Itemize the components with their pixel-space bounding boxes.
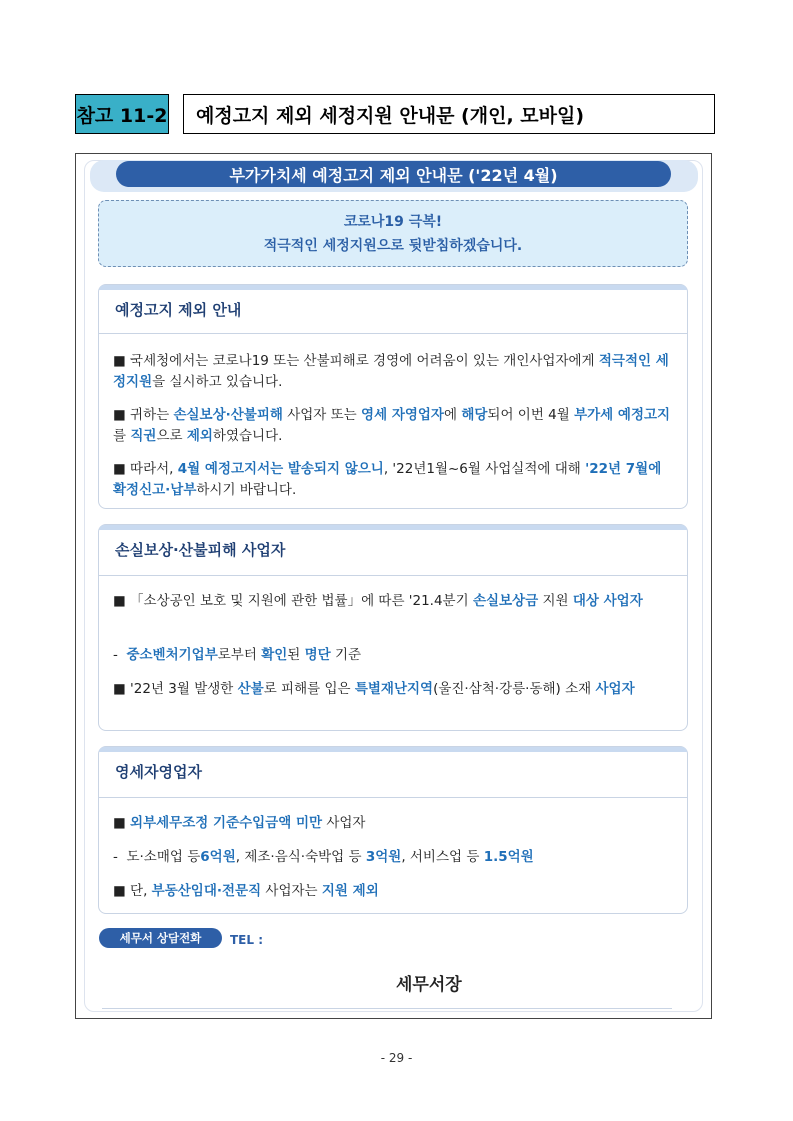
signature: 세무서장 (396, 975, 462, 995)
square-bullet-icon: ■ (113, 815, 131, 831)
reference-tag: 참고 11-2 (75, 94, 169, 134)
section-title: 예정고지 제외 안내 (115, 301, 242, 319)
tax-office-contact-tag: 세무서 상담전화 (99, 928, 222, 948)
section-accent-bar (99, 285, 687, 290)
notice-banner: 부가가치세 예정고지 제외 안내문 ('22년 4월) (116, 161, 671, 187)
list-item: ■ '22년 3월 발생한 산불로 피해를 입은 특별재난지역(울진·삼척·강릉·동해) 소재 사업자 (113, 681, 635, 697)
section-title: 영세자영업자 (115, 763, 202, 781)
square-bullet-icon: ■ (113, 593, 131, 609)
section-accent-bar (99, 525, 687, 530)
section-divider (99, 797, 687, 798)
footer-divider (102, 1008, 672, 1009)
section-title: 손실보상·산불피해 사업자 (115, 541, 286, 559)
square-bullet-icon: ■ (113, 407, 131, 423)
list-item: ■ 따라서, 4월 예정고지서는 발송되지 않으니, '22년1월~6월 사업실적에 대해 '22년 7월에 확정신고·납부하시기 바랍니다. (113, 461, 662, 498)
section-loss-compensation (98, 524, 688, 731)
list-item: ■ 「소상공인 보호 및 지원에 관한 법률」에 따른 '21.4분기 손실보상금 지원 대상 사업자 (113, 593, 643, 609)
section-accent-bar (99, 747, 687, 752)
section-divider (99, 333, 687, 334)
square-bullet-icon: ■ (113, 461, 131, 477)
square-bullet-icon: ■ (113, 681, 131, 697)
square-bullet-icon: ■ (113, 883, 131, 899)
list-item: ■ 귀하는 손실보상·산불피해 사업자 또는 영세 자영업자에 해당되어 이번 4월 부가세 예정고지를 직권으로 제외하였습니다. (113, 407, 671, 444)
slogan-box (98, 200, 688, 267)
tel-label: TEL : (230, 933, 264, 947)
list-item: - 중소벤처기업부로부터 확인된 명단 기준 (113, 647, 362, 663)
list-item: ■ 단, 부동산임대·전문직 사업자는 지원 제외 (113, 883, 379, 899)
list-item: - 도·소매업 등6억원, 제조·음식·숙박업 등 3억원, 서비스업 등 1.5억원 (113, 849, 534, 865)
page-title: 예정고지 제외 세정지원 안내문 (개인, 모바일) (183, 94, 715, 134)
slogan-line-2: 적극적인 세정지원으로 뒷받침하겠습니다. (263, 238, 523, 254)
section-small-business (98, 746, 688, 914)
page-number: - 29 - (380, 1051, 413, 1065)
section-exclusion-notice (98, 284, 688, 509)
section-divider (99, 575, 687, 576)
square-bullet-icon: ■ (113, 353, 131, 369)
list-item: ■ 외부세무조정 기준수입금액 미만 사업자 (113, 815, 366, 831)
list-item: ■ 국세청에서는 코로나19 또는 산불피해로 경영에 어려움이 있는 개인사업자에게 적극적인 세정지원을 실시하고 있습니다. (113, 353, 669, 390)
slogan-line-1: 코로나19 극복! (343, 214, 443, 230)
